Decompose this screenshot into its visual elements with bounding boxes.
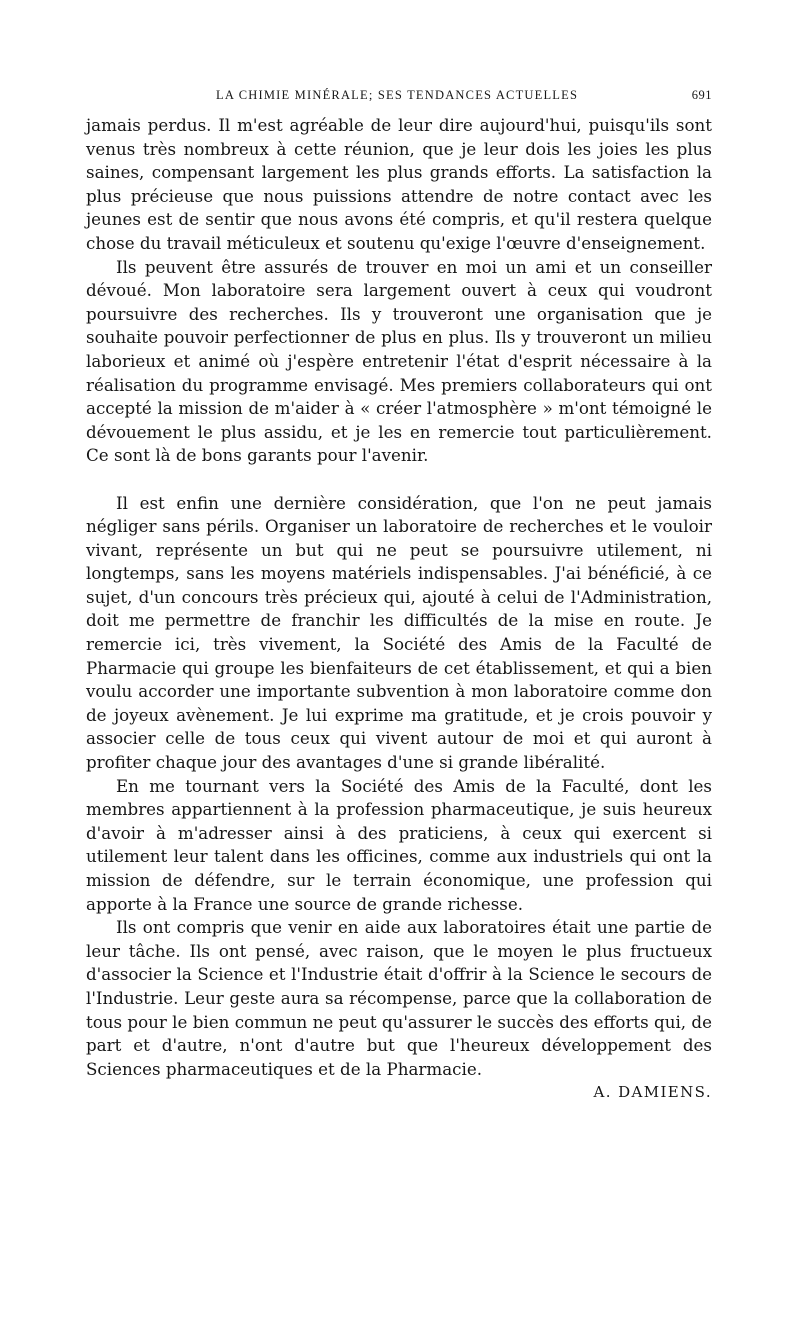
document-page	[86, 88, 712, 1101]
article-body	[86, 114, 712, 1081]
paragraph-3: Il est enfin une dernière considération, que l'on ne peut jamais négliger sans périls. Organiser un laboratoire de recherches et le vouloir vivant, représente un but qui ne peut se poursuivre utilement, ni longtemps, sans les moyens matériels indispensables. J'ai bénéficié, à ce sujet, d'un concours très précieux qui, ajouté à celui de l'Administration, doit me permettre de franchir les difficultés de la mise en route. Je remercie ici, très vivement, la Société des Amis de la Faculté de Pharmacie qui groupe les bienfaiteurs de cet établissement, et qui a bien voulu accorder une importante subvention à mon laboratoire comme don de joyeux avènement. Je lui exprime ma gratitude, et je crois pouvoir y associer celle de tous ceux qui vivent autour de moi et qui auront à profiter chaque jour des avantages d'une si grande libéralité.	[86, 492, 712, 773]
paragraph-4: En me tournant vers la Société des Amis de la Faculté, dont les membres appartiennent à la profession pharmaceutique, je suis heureux d'avoir à m'adresser ainsi à des praticiens, à ceux qui exercent si utilement leur talent dans les officines, comme aux industriels qui ont la mission de défendre, sur le terrain économique, une profession qui apporte à la France une source de grande richesse.	[86, 775, 712, 914]
paragraph-1: jamais perdus. Il m'est agréable de leur dire aujourd'hui, puisqu'ils sont venus très nombreux à cette réunion, que je leur dois les joies les plus saines, compensant largement les plus grands efforts. La satisfaction la plus précieuse que nous puissions attendre de notre contact avec les jeunes est de sentir que nous avons été compris, et qu'il restera quelque chose du travail méticuleux et soutenu qu'exige l'œuvre d'enseignement.	[86, 115, 712, 253]
paragraph-2: Ils peuvent être assurés de trouver en moi un ami et un conseiller dévoué. Mon laboratoire sera largement ouvert à ceux qui voudront poursuivre des recherches. Ils y trouveront une organisation que je souhaite pouvoir perfectionner de plus en plus. Ils y trouveront un milieu laborieux et animé où j'espère entretenir l'état d'esprit nécessaire à la réalisation du programme envisagé. Mes premiers collaborateurs qui ont accepté la mission de m'aider à « créer l'atmosphère » m'ont témoigné le dévouement le plus assidu, et je les en remercie tout particulièrement. Ce sont là de bons garants pour l'avenir.	[86, 256, 712, 466]
running-header	[86, 88, 712, 114]
paragraph-5: Ils ont compris que venir en aide aux laboratoires était une partie de leur tâche. Ils ont pensé, avec raison, que le moyen le plus fructueux d'associer la Science et l'Industrie était d'offrir à la Science le secours de l'Industrie. Leur geste aura sa récompense, parce que la collaboration de tous pour le bien commun ne peut qu'assurer le succès des efforts qui, de part et d'autre, n'ont d'autre but que l'heureux développement des Sciences pharmaceutiques et de la Pharmacie.	[86, 917, 712, 1079]
running-title: LA CHIMIE MINÉRALE; SES TENDANCES ACTUELLES	[216, 88, 579, 102]
author-signature: A. DAMIENS.	[593, 1083, 712, 1102]
page-number: 691	[691, 88, 712, 102]
